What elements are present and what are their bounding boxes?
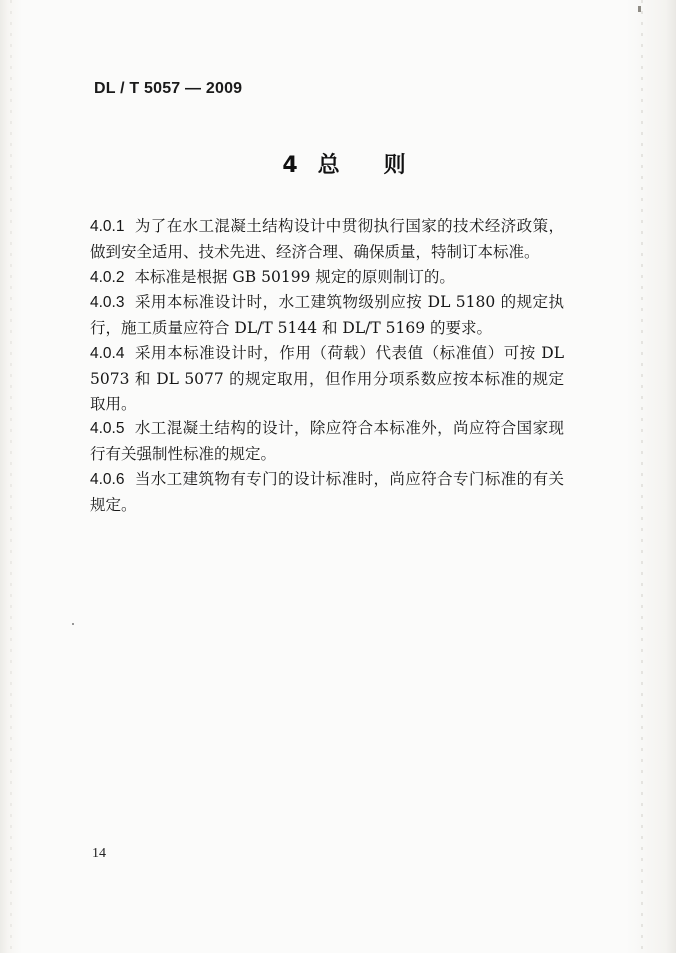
clause-number: 4.0.5 (90, 420, 125, 438)
clause-text: 采用本标准设计时，水工建筑物级别应按 DL 5180 的规定执行，施工质量应符合 DL/T 5144 和 DL/T 5169 的要求。 (90, 293, 564, 338)
chapter-title-part1: 总 (317, 153, 340, 178)
document-code: DL / T 5057 — 2009 (94, 80, 243, 97)
scan-speck (72, 623, 74, 625)
clause-4-0-4 (90, 341, 564, 416)
chapter-title-part2: 则 (383, 153, 406, 178)
chapter-number: 4 (282, 153, 298, 178)
clause-4-0-3 (90, 290, 564, 341)
clause-text: 水工混凝土结构的设计，除应符合本标准外，尚应符合国家现行有关强制性标准的规定。 (90, 419, 564, 464)
scan-edge-right (626, 0, 676, 953)
clauses-body (90, 214, 564, 518)
chapter-title (6, 148, 676, 179)
clause-4-0-1 (90, 214, 564, 265)
clause-number: 4.0.4 (90, 344, 125, 362)
clause-4-0-6 (90, 467, 564, 518)
clause-number: 4.0.2 (90, 268, 125, 286)
clause-4-0-5 (90, 416, 564, 467)
clause-text: 采用本标准设计时，作用（荷载）代表值（标准值）可按 DL 5073 和 DL 5077 的规定取用，但作用分项系数应按本标准的规定取用。 (90, 343, 564, 413)
clause-text: 为了在水工混凝土结构设计中贯彻执行国家的技术经济政策，做到安全适用、技术先进、经济合理、确保质量，特制订本标准。 (90, 217, 564, 261)
clause-number: 4.0.1 (90, 218, 125, 235)
clause-number: 4.0.6 (90, 470, 125, 488)
clause-4-0-2 (90, 265, 564, 291)
page-number: 14 (92, 846, 106, 861)
scan-edge-mark-right (641, 0, 643, 953)
scan-edge-mark-left (10, 0, 12, 953)
scan-corner-mark (638, 6, 641, 12)
clause-text: 本标准是根据 GB 50199 规定的原则制订的。 (134, 267, 455, 286)
clause-number: 4.0.3 (90, 294, 125, 312)
clause-text: 当水工建筑物有专门的设计标准时，尚应符合专门标准的有关规定。 (90, 469, 564, 514)
